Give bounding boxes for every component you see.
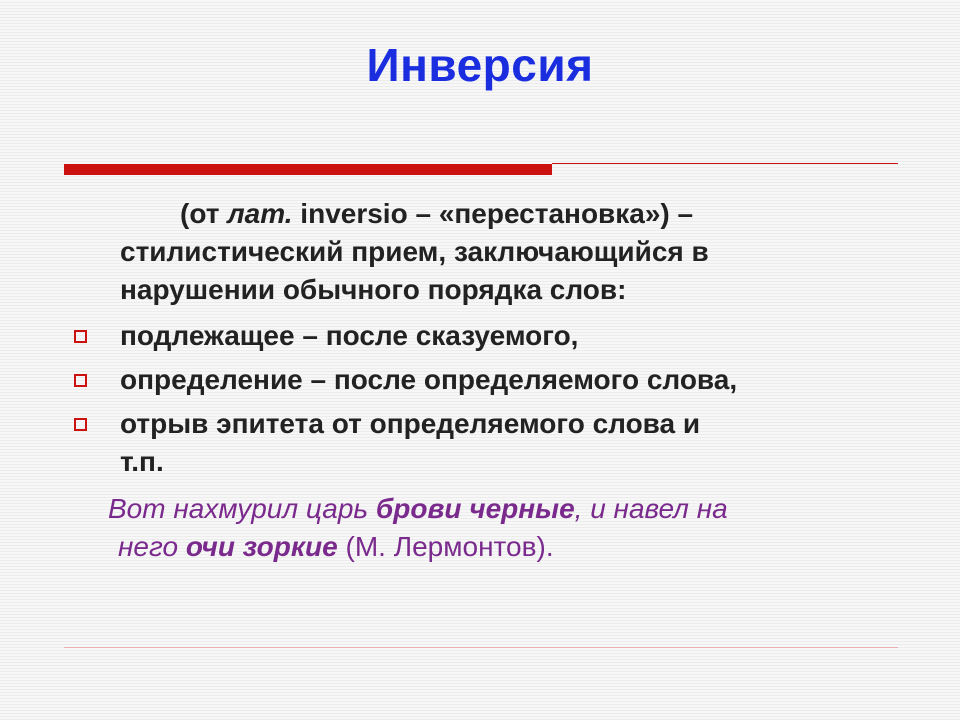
title-underline-thin [552,163,898,164]
quote-line-1 [108,490,898,528]
footer-divider [64,647,898,648]
slide-title: Инверсия [366,39,594,91]
quote-text: Вот нахмурил царь [108,493,376,524]
quote-text: , и навел на [574,493,728,524]
definition-open-text: (от [180,198,228,229]
quote-highlight-1: брови черные [375,493,575,524]
definition-etymology: inversio – «перестановка») – [292,198,694,229]
bullet-text-continued: т.п. [120,446,164,477]
title-underline-thick [64,164,552,175]
bullet-text: определение – после определяемого слова, [120,364,738,395]
bullet-list [72,317,902,487]
definition-line-3: нарушении обычного порядка слов: [120,274,627,305]
quote-text: него [118,531,186,562]
example-quote [108,490,898,566]
definition-line-2: стилистический прием, заключающийся в [120,236,709,267]
list-item [72,361,902,399]
bullet-text: отрыв эпитета от определяемого слова и [120,408,701,439]
square-bullet-icon [74,418,87,431]
quote-line-2 [108,528,898,566]
quote-highlight-2: очи зоркие [185,531,338,562]
list-item [72,405,902,481]
definition-paragraph [120,195,900,309]
quote-author: (М. Лермонтов). [337,531,554,562]
latin-abbrev: лат. [227,198,293,229]
definition-line-1 [120,195,900,233]
square-bullet-icon [74,374,87,387]
bullet-text: подлежащее – после сказуемого, [120,320,579,351]
list-item [72,317,902,355]
square-bullet-icon [74,330,87,343]
